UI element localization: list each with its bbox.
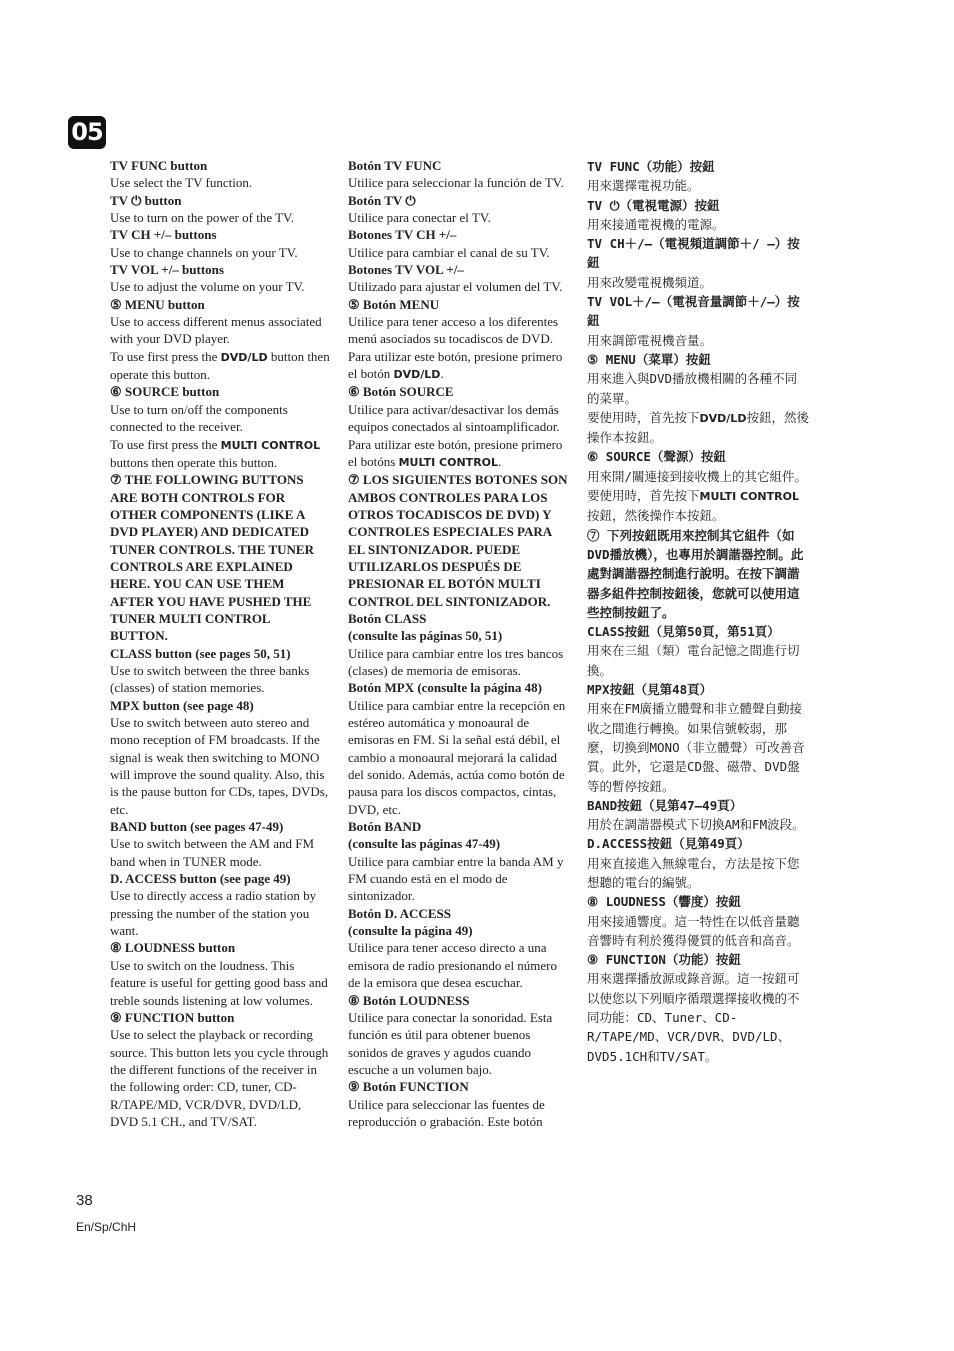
section-heading: ⑧ LOUDNESS button xyxy=(110,940,236,956)
section-heading: (consulte las páginas 50, 51) xyxy=(348,628,503,644)
spanish-column xyxy=(348,157,570,1130)
paragraph: Utilice para cambiar entre los tres bancos (clases) de memoria de emisoras. xyxy=(348,645,564,678)
section-heading: BAND按鈕（見第47–49頁） xyxy=(587,797,743,813)
paragraph: Utilice para seleccionar las fuentes de reproducción o grabación. Este botón xyxy=(348,1096,545,1129)
section-heading: Botón TV FUNC xyxy=(348,158,442,173)
paragraph: Utilice para cambiar el canal de su TV. xyxy=(348,244,550,260)
paragraph: 要使用時，首先按下MULTI CONTROL按鈕，然後操作本按鈕。 xyxy=(587,488,799,524)
section-heading: Botón BAND xyxy=(348,819,422,835)
paragraph: To use first press the MULTI CONTROL buttons then operate this button. xyxy=(110,436,321,470)
section-heading: Botones TV CH +/– xyxy=(348,227,457,243)
section-heading: Botón D. ACCESS xyxy=(348,905,451,921)
paragraph: 用來改變電視機頻道。 xyxy=(587,274,713,290)
section-heading: ⑥ Botón SOURCE xyxy=(348,384,454,400)
section-heading: TV VOL＋/–（電視音量調節＋/–）按鈕 xyxy=(587,294,800,329)
paragraph: Utilice para cambiar entre la recepción en estéreo automática y monoaural de emisoras en FM. Si la señal está débil, el cambio a monoaural mejorará la calidad del sonido. Además, actúa como botón de pausa para los discos compactos, cintas, DVD, etc. xyxy=(348,697,566,817)
paragraph: 用來進入與DVD播放機相關的各種不同的菜單。 xyxy=(587,371,798,406)
paragraph: To use first press the DVD/LD button then operate this button. xyxy=(110,348,330,383)
section-heading: D. ACCESS button (see page 49) xyxy=(110,871,291,887)
paragraph: Use to change channels on your TV. xyxy=(110,244,298,260)
paragraph: Utilizado para ajustar el volumen del TV. xyxy=(348,279,563,295)
paragraph: 用來在三組（類）電台記憶之間進行切換。 xyxy=(587,643,800,678)
chapter-badge: 05 xyxy=(68,116,106,149)
paragraph: 用來選擇播放源或錄音源。這一按鈕可以使您以下列順序循環選擇接收機的不同功能：CD、Tuner、CD-R/TAPE/MD、VCR/DVR、DVD/LD、DVD5.1CH和TV/SAT。 xyxy=(587,971,800,1064)
section-heading: ⑨ FUNCTION button xyxy=(110,1009,235,1025)
paragraph: Use to select the playback or recording source. This button lets you cycle through the different functions of the receiver in the following order: CD, tuner, CD-R/TAPE/MD, VCR/DVR, DVD/LD, DVD 5.1 CH., and TV/SAT. xyxy=(110,1027,329,1129)
section-heading: CLASS按鈕（見第50頁，第51頁） xyxy=(587,624,780,640)
section-heading: ⑤ Botón MENU xyxy=(348,296,440,312)
paragraph: 要使用時，首先按下DVD/LD按鈕，然後操作本按鈕。 xyxy=(587,409,809,446)
paragraph: Use to switch on the loudness. This feature is useful for getting good bass and treble sounds listening at low volumes. xyxy=(110,957,328,1008)
paragraph: Utilice para seleccionar la función de TV. xyxy=(348,175,564,191)
paragraph: Use to switch between the AM and FM band when in TUNER mode. xyxy=(110,836,315,869)
paragraph: 用來直接進入無線電台，方法是按下您想聽的電台的編號。 xyxy=(587,855,800,890)
paragraph: Para utilizar este botón, presione primero el botón DVD/LD. xyxy=(348,348,563,382)
section-heading: TV ⏻ button xyxy=(110,192,182,208)
paragraph: 用來選擇電視功能。 xyxy=(587,178,700,194)
paragraph: Use to adjust the volume on your TV. xyxy=(110,279,305,295)
paragraph: Utilice para activar/desactivar los demás equipos conectados al sintoamplificador. xyxy=(348,401,560,435)
paragraph: Use to switch between the three banks (classes) of station memories. xyxy=(110,662,310,696)
paragraph: 用來調節電視機音量。 xyxy=(587,332,713,348)
section-heading: BAND button (see pages 47-49) xyxy=(110,819,284,835)
section-heading: TV CH＋/–（電視頻道調節＋/ –）按鈕 xyxy=(587,236,800,271)
section-note: ⑦ 下列按鈕既用來控制其它組件（如DVD播放機），也專用於調諧器控制。此處對調諧器控制進行說明。在按下調諧器多組件控制按鈕後，您就可以使用這些控制按鈕了。 xyxy=(587,527,804,620)
section-heading: ⑥ SOURCE button xyxy=(110,384,220,400)
paragraph: 用來開/關連接到接收機上的其它組件。 xyxy=(587,468,808,484)
section-heading: (consulte las páginas 47-49) xyxy=(348,836,501,852)
paragraph: Utilice para conectar la sonoridad. Esta función es útil para obtener buenos sonidos de graves y agudos cuando escuche a un volumen bajo. xyxy=(348,1009,553,1077)
paragraph: Use select the TV function. xyxy=(110,175,253,191)
section-heading: ⑥ SOURCE（聲源）按鈕 xyxy=(587,449,726,465)
section-heading: (consulte la página 49) xyxy=(348,923,473,939)
section-heading: MPX按鈕（見第48頁） xyxy=(587,682,713,698)
paragraph: Use to turn on/off the components connected to the receiver. xyxy=(110,401,288,435)
chinese-column xyxy=(587,157,809,1066)
paragraph: Utilice para tener acceso a los diferentes menú asociados su tocadiscos de DVD. xyxy=(348,314,559,347)
section-heading: TV FUNC button xyxy=(110,158,208,173)
section-heading: ⑨ FUNCTION（功能）按鈕 xyxy=(587,952,741,968)
english-column xyxy=(110,157,330,1130)
section-note: ⑦ LOS SIGUIENTES BOTONES SON AMBOS CONTROLES PARA LOS OTROS TOCADISCOS DE DVD) Y CONTROLES ESPECIALES PARA EL SINTONIZADOR. PUEDE UTILIZARLOS DESPUÉS DE PRESIONAR EL BOTÓN MULTI CONTROL DEL SINTONIZADOR. xyxy=(348,472,568,609)
section-heading: TV FUNC（功能）按鈕 xyxy=(587,159,715,174)
section-heading: MPX button (see page 48) xyxy=(110,697,254,713)
section-heading: TV ⏻（電視電源）按鈕 xyxy=(587,197,720,213)
section-heading: TV CH +/– buttons xyxy=(110,227,217,243)
paragraph: Utilice para conectar el TV. xyxy=(348,210,491,226)
section-heading: ⑧ Botón LOUDNESS xyxy=(348,992,470,1008)
paragraph: 用來在FM廣播立體聲和非立體聲自動接收之間進行轉換。如果信號較弱，那麼，切換到MONO（非立體聲）可改善音質。此外，它還是CD盤、磁帶、DVD盤等的暫停按鈕。 xyxy=(587,701,805,794)
section-heading: ⑧ LOUDNESS（響度）按鈕 xyxy=(587,894,741,910)
section-heading: CLASS button (see pages 50, 51) xyxy=(110,645,291,661)
section-heading: Botón TV ⏻ xyxy=(348,192,416,208)
paragraph: Utilice para cambiar entre la banda AM y FM cuando está en el modo de sintonizador. xyxy=(348,853,564,904)
section-heading: ⑨ Botón FUNCTION xyxy=(348,1079,469,1095)
section-heading: TV VOL +/– buttons xyxy=(110,262,224,278)
paragraph: 用於在調諧器模式下切換AM和FM波段。 xyxy=(587,817,805,833)
paragraph: Utilice para tener acceso directo a una emisora de radio presionando el número de la emisora que desea escuchar. xyxy=(348,940,558,991)
paragraph: 用來接通電視機的電源。 xyxy=(587,216,725,232)
section-heading: ⑤ MENU（菜單）按鈕 xyxy=(587,351,711,367)
paragraph: 用來接通響度。這一特性在以低音量聽音響時有利於獲得優質的低音和高音。 xyxy=(587,913,800,948)
section-heading: Botones TV VOL +/– xyxy=(348,262,464,278)
language-codes: En/Sp/ChH xyxy=(76,1220,137,1234)
paragraph: Use to access different menus associated with your DVD player. xyxy=(110,314,322,347)
section-heading: ⑤ MENU button xyxy=(110,296,205,312)
section-heading: D.ACCESS按鈕（見第49頁） xyxy=(587,836,750,852)
paragraph: Use to directly access a radio station by pressing the number of the station you want. xyxy=(110,888,317,939)
paragraph: Use to turn on the power of the TV. xyxy=(110,210,295,226)
section-note: ⑦ THE FOLLOWING BUTTONS ARE BOTH CONTROLS FOR OTHER COMPONENTS (LIKE A DVD PLAYER) AND DEDICATED TUNER CONTROLS. THE TUNER CONTROLS ARE EXPLAINED HERE. YOU CAN USE THEM AFTER YOU HAVE PUSHED THE TUNER MULTI CONTROL BUTTON. xyxy=(110,472,314,644)
paragraph: Use to switch between auto stereo and mono reception of FM broadcasts. If the signal is weak then switching to MONO will improve the sound quality. Also, this is the pause button for CDs, tapes, DVDs, etc. xyxy=(110,715,329,817)
section-heading: Botón CLASS xyxy=(348,610,427,626)
page-number: 38 xyxy=(76,1192,93,1209)
paragraph: Para utilizar este botón, presione primero el botóns MULTI CONTROL. xyxy=(348,436,563,469)
section-heading: Botón MPX (consulte la página 48) xyxy=(348,680,542,696)
